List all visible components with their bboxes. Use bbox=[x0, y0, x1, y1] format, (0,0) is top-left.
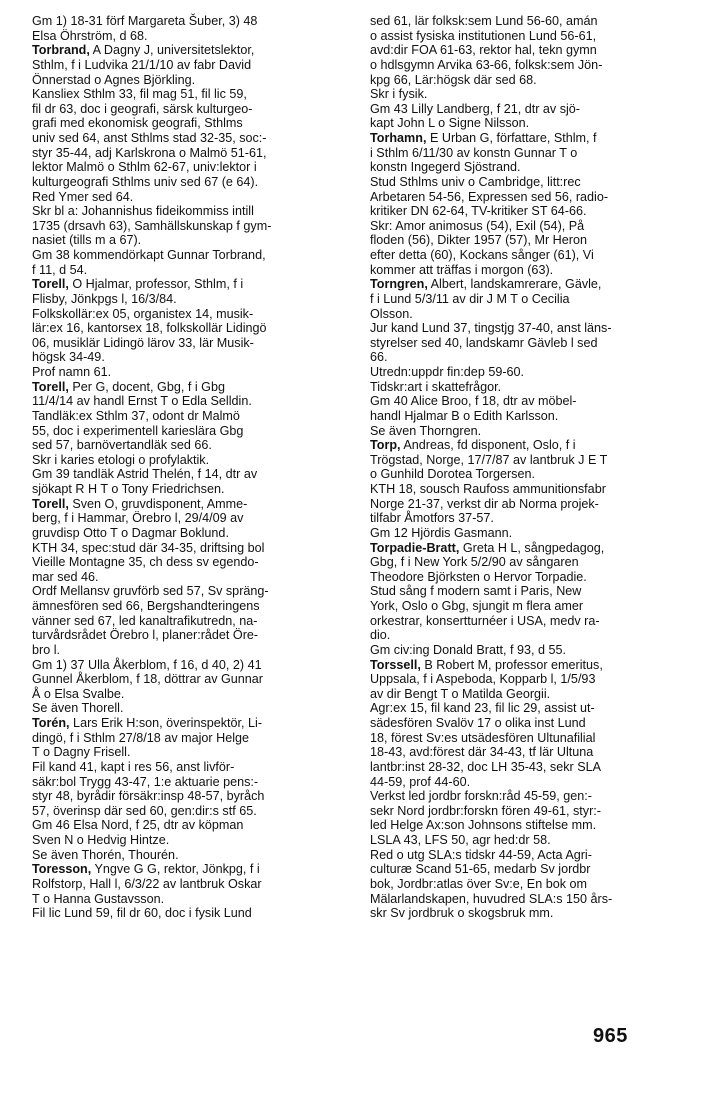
entry-line bbox=[370, 102, 640, 117]
entry-text: Rolfstorp, Hall l, 6/3/22 av lantbruk Oskar bbox=[32, 876, 262, 891]
entry-line bbox=[370, 906, 640, 921]
entry-line bbox=[32, 43, 348, 58]
entry-text: f 11, d 54. bbox=[32, 262, 88, 277]
entry-surname: Torbrand, bbox=[32, 43, 90, 58]
entry-text: grafi med ekonomisk geografi, Sthlms bbox=[32, 116, 243, 131]
entry-line bbox=[32, 731, 348, 746]
entry-line bbox=[370, 160, 640, 175]
entry-line bbox=[370, 467, 640, 482]
entry-text: i Sthlm 6/11/30 av konstn Gunnar T o bbox=[370, 145, 578, 160]
entry-text: lär:ex 16, kantorsex 18, folkskollär Lidingö bbox=[32, 321, 267, 336]
biography-entry bbox=[32, 14, 348, 43]
entry-line bbox=[32, 233, 348, 248]
entry-line bbox=[370, 29, 640, 44]
entry-text: Folkskollär:ex 05, organistex 14, musik- bbox=[32, 306, 254, 321]
entry-surname: Toresson, bbox=[32, 862, 92, 877]
entry-line bbox=[32, 190, 348, 205]
entry-line bbox=[370, 321, 640, 336]
entry-surname: Torén, bbox=[32, 716, 70, 730]
entry-line bbox=[370, 599, 640, 614]
biography-entry bbox=[370, 277, 640, 438]
biography-entry bbox=[32, 43, 348, 277]
entry-line bbox=[32, 87, 348, 102]
entry-text: kommer att träffas i morgon (63). bbox=[370, 262, 554, 277]
entry-text: Mälarlandskapen, huvudred SLA:s 150 års- bbox=[370, 891, 613, 906]
entry-text: orkestrar, konsertturnéer i USA, medv ra- bbox=[370, 613, 600, 628]
entry-text: T o Dagny Frisell. bbox=[32, 745, 131, 760]
entry-line bbox=[32, 424, 348, 439]
entry-text: kulturgeografi Sthlms univ sed 67 (e 64). bbox=[32, 174, 259, 189]
entry-line bbox=[32, 453, 348, 468]
entry-line bbox=[32, 321, 348, 336]
entry-text: bok, Jordbr:atlas över Sv:e, En bok om bbox=[370, 876, 587, 891]
entry-text: styrelser sed 40, landskamr Gävleb l sed bbox=[370, 335, 598, 350]
entry-line bbox=[32, 862, 348, 877]
entry-text: Albert, landskamrerare, Gävle, bbox=[427, 277, 602, 292]
entry-text: tilfabr Åmotfors 37-57. bbox=[370, 511, 494, 526]
entry-line bbox=[32, 643, 348, 658]
entry-text: dio. bbox=[370, 628, 391, 643]
entry-text: Trögstad, Norge, 17/7/87 av lantbruk J E T bbox=[370, 452, 608, 467]
entry-line bbox=[32, 599, 348, 614]
entry-text: Arbetaren 54-56, Expressen sed 56, radio- bbox=[370, 189, 609, 204]
entry-text: E Urban G, författare, Sthlm, f bbox=[426, 131, 597, 145]
entry-text: Elsa Öhrström, d 68. bbox=[32, 28, 148, 43]
entry-line bbox=[32, 146, 348, 161]
entry-line bbox=[370, 453, 640, 468]
entry-text: nasiet (tills m a 67). bbox=[32, 233, 142, 248]
biography-entry bbox=[370, 658, 640, 921]
entry-text: konstn Ingegerd Sjöstrand. bbox=[370, 160, 521, 175]
entry-text: kapt John L o Signe Nilsson. bbox=[370, 116, 530, 131]
entry-text: Vieille Montagne 35, ch dess sv egendo- bbox=[32, 555, 259, 570]
entry-text: Agr:ex 15, fil kand 23, fil lic 29, assist ut- bbox=[370, 701, 595, 716]
entry-surname: Torell, bbox=[32, 277, 69, 292]
entry-line bbox=[370, 775, 640, 790]
entry-line bbox=[370, 789, 640, 804]
entry-text: O Hjalmar, professor, Sthlm, f i bbox=[68, 277, 244, 292]
entry-line bbox=[370, 862, 640, 877]
entry-line bbox=[370, 277, 640, 292]
entry-text: Red Ymer sed 64. bbox=[32, 189, 134, 204]
entry-line bbox=[370, 365, 640, 380]
entry-line bbox=[370, 58, 640, 73]
entry-line bbox=[32, 658, 348, 673]
entry-text: Gm 12 Hjördis Gasmann. bbox=[370, 525, 513, 540]
left-column bbox=[32, 14, 348, 921]
entry-text: 18-43, avd:förest där 34-43, tf lär Ultuna bbox=[370, 745, 594, 760]
entry-text: Norge 21-37, verkst dir ab Norma projek- bbox=[370, 496, 599, 511]
entry-text: Gm 46 Elsa Nord, f 25, dtr av köpman bbox=[32, 818, 244, 833]
entry-line bbox=[370, 292, 640, 307]
entry-line bbox=[32, 248, 348, 263]
entry-text: gruvdisp Otto T o Dagmar Boklund. bbox=[32, 525, 229, 540]
entry-text: kpg 66, Lär:högsk där sed 68. bbox=[370, 72, 537, 87]
entry-line bbox=[370, 219, 640, 234]
entry-text: T o Hanna Gustavsson. bbox=[32, 891, 165, 906]
entry-text: kritiker DN 62-64, TV-kritiker ST 64-66. bbox=[370, 204, 587, 219]
entry-surname: Torell, bbox=[32, 496, 69, 511]
entry-line bbox=[32, 438, 348, 453]
entry-line bbox=[370, 307, 640, 322]
entry-line bbox=[370, 380, 640, 395]
entry-line bbox=[32, 906, 348, 921]
entry-text: Skr i fysik. bbox=[370, 87, 428, 102]
entry-line bbox=[32, 804, 348, 819]
entry-text: Lars Erik H:son, överinspektör, Li- bbox=[69, 716, 263, 730]
entry-text: Theodore Björksten o Hervor Torpadie. bbox=[370, 569, 587, 584]
entry-text: berg, f i Hammar, Örebro l, 29/4/09 av bbox=[32, 511, 244, 526]
entry-line bbox=[32, 584, 348, 599]
entry-line bbox=[32, 701, 348, 716]
entry-text: KTH 34, spec:stud där 34-35, driftsing bol bbox=[32, 540, 265, 555]
entry-line bbox=[370, 409, 640, 424]
entry-line bbox=[370, 14, 640, 29]
entry-line bbox=[370, 233, 640, 248]
page-number: 965 bbox=[593, 1025, 628, 1047]
entry-text: Sven N o Hedvig Hintze. bbox=[32, 833, 170, 847]
entry-text: säkr:bol Trygg 43-47, 1:e aktuarie pens:- bbox=[32, 774, 259, 789]
entry-text: Sven O, gruvdisponent, Amme- bbox=[68, 496, 248, 511]
entry-text: skr Sv jordbruk o skogsbruk mm. bbox=[370, 906, 554, 921]
entry-line bbox=[32, 467, 348, 482]
entry-line bbox=[370, 350, 640, 365]
entry-line bbox=[370, 146, 640, 161]
entry-line bbox=[32, 160, 348, 175]
entry-text: York, Oslo o Gbg, sjungit m flera amer bbox=[370, 599, 584, 613]
entry-line bbox=[370, 526, 640, 541]
entry-line bbox=[32, 394, 348, 409]
entry-text: Gm 38 kommendörkapt Gunnar Torbrand, bbox=[32, 248, 266, 262]
entry-text: Tidskr:art i skattefrågor. bbox=[370, 379, 502, 394]
entry-line bbox=[370, 43, 640, 58]
entry-line bbox=[370, 555, 640, 570]
entry-text: floden (56), Dikter 1957 (57), Mr Heron bbox=[370, 233, 587, 248]
entry-text: Andreas, fd disponent, Oslo, f i bbox=[400, 438, 576, 453]
entry-text: Gm 40 Alice Broo, f 18, dtr av möbel- bbox=[370, 394, 577, 409]
entry-text: univ sed 64, anst Sthlms stad 32-35, soc:- bbox=[32, 131, 267, 145]
entry-text: mar sed 46. bbox=[32, 569, 99, 584]
entry-line bbox=[32, 541, 348, 556]
entry-text: avd:dir FOA 61-63, rektor hal, tekn gymn bbox=[370, 43, 597, 58]
biography-entry bbox=[32, 716, 348, 862]
entry-text: sjökapt R H T o Tony Friedrichsen. bbox=[32, 482, 225, 496]
entry-line bbox=[370, 131, 640, 146]
biography-entry bbox=[370, 438, 640, 540]
entry-line bbox=[32, 497, 348, 512]
entry-line bbox=[370, 87, 640, 102]
biography-entry bbox=[32, 277, 348, 379]
entry-text: fil dr 63, doc i geografi, särsk kulturgeo- bbox=[32, 101, 253, 116]
entry-line bbox=[32, 628, 348, 643]
entry-line bbox=[32, 116, 348, 131]
entry-line bbox=[370, 672, 640, 687]
biography-entry bbox=[32, 497, 348, 716]
entry-line bbox=[370, 541, 640, 556]
entry-text: B Robert M, professor emeritus, bbox=[420, 657, 603, 672]
entry-surname: Torpadie-Bratt, bbox=[370, 540, 460, 555]
entry-line bbox=[370, 643, 640, 658]
entry-text: 11/4/14 av handl Ernst T o Edla Selldin. bbox=[32, 394, 252, 409]
entry-line bbox=[370, 248, 640, 263]
entry-line bbox=[32, 29, 348, 44]
entry-text: Fil kand 41, kapt i res 56, anst livför- bbox=[32, 759, 235, 774]
entry-line bbox=[32, 555, 348, 570]
entry-line bbox=[370, 731, 640, 746]
entry-line bbox=[370, 204, 640, 219]
entry-line bbox=[32, 175, 348, 190]
entry-line bbox=[370, 438, 640, 453]
entry-text: handl Hjalmar B o Edith Karlsson. bbox=[370, 408, 559, 423]
entry-line bbox=[370, 701, 640, 716]
entry-line bbox=[32, 526, 348, 541]
entry-text: Gm civ:ing Donald Bratt, f 93, d 55. bbox=[370, 642, 566, 657]
entry-line bbox=[32, 14, 348, 29]
entry-text: culturæ Scand 51-65, medarb Sv jordbr bbox=[370, 862, 591, 877]
entry-text: 18, förest Sv:es utsädesfören Ultunafilial bbox=[370, 730, 596, 745]
entry-line bbox=[370, 628, 640, 643]
entry-text: Stud Sthlms univ o Cambridge, litt:rec bbox=[370, 174, 581, 189]
entry-text: lektor Malmö o Sthlm 62-67, univ:lektor i bbox=[32, 160, 257, 175]
entry-text: Se även Thorngren. bbox=[370, 423, 482, 438]
entry-line bbox=[370, 190, 640, 205]
entry-text: ämnesfören sed 66, Bergshandteringens bbox=[32, 599, 260, 613]
entry-text: styr 35-44, adj Karlskrona o Malmö 51-61, bbox=[32, 145, 267, 160]
entry-line bbox=[370, 804, 640, 819]
entry-text: 06, musiklär Lidingö lärov 33, lär Musik- bbox=[32, 335, 254, 350]
entry-text: Gm 43 Lilly Landberg, f 21, dtr av sjö- bbox=[370, 101, 580, 116]
entry-line bbox=[370, 394, 640, 409]
entry-line bbox=[370, 658, 640, 673]
entry-line bbox=[32, 760, 348, 775]
entry-text: f i Lund 5/3/11 av dir J M T o Cecilia bbox=[370, 291, 570, 306]
entry-text: Per G, docent, Gbg, f i Gbg bbox=[68, 379, 225, 394]
entry-text: Fil lic Lund 59, fil dr 60, doc i fysik Lund bbox=[32, 906, 252, 921]
entry-line bbox=[32, 482, 348, 497]
entry-line bbox=[370, 511, 640, 526]
entry-line bbox=[370, 848, 640, 863]
entry-text: Skr i karies etologi o profylaktik. bbox=[32, 452, 210, 467]
entry-text: o hdlsgymn Arvika 63-66, folksk:sem Jön- bbox=[370, 57, 603, 72]
entry-text: bro l. bbox=[32, 642, 60, 657]
entry-text: Tandläk:ex Sthlm 37, odont dr Malmö bbox=[32, 408, 240, 423]
entry-line bbox=[32, 877, 348, 892]
entry-text: dingö, f i Sthlm 27/8/18 av major Helge bbox=[32, 730, 250, 745]
entry-text: styr 48, byrådir försäkr:insp 48-57, byråch bbox=[32, 789, 265, 804]
entry-line bbox=[32, 511, 348, 526]
entry-line bbox=[370, 570, 640, 585]
entry-line bbox=[32, 102, 348, 117]
entry-line bbox=[370, 716, 640, 731]
entry-line bbox=[32, 687, 348, 702]
entry-line bbox=[370, 745, 640, 760]
entry-text: högsk 34-49. bbox=[32, 350, 105, 365]
entry-text: sed 61, lär folksk:sem Lund 56-60, amán bbox=[370, 14, 598, 28]
entry-line bbox=[32, 614, 348, 629]
entry-line bbox=[370, 497, 640, 512]
biography-entry bbox=[32, 862, 348, 921]
entry-line bbox=[32, 892, 348, 907]
entry-text: 44-59, prof 44-60. bbox=[370, 774, 471, 789]
entry-surname: Torp, bbox=[370, 438, 401, 453]
entry-line bbox=[370, 336, 640, 351]
entry-line bbox=[32, 365, 348, 380]
entry-line bbox=[32, 848, 348, 863]
entry-text: Gm 1) 18-31 förf Margareta Šuber, 3) 48 bbox=[32, 14, 258, 28]
entry-text: Verkst led jordbr forskn:råd 45-59, gen:- bbox=[370, 789, 592, 804]
entry-text: Utredn:uppdr fin:dep 59-60. bbox=[370, 365, 525, 379]
entry-line bbox=[32, 292, 348, 307]
entry-text: Greta H L, sångpedagog, bbox=[459, 540, 605, 555]
entry-line bbox=[32, 307, 348, 322]
entry-text: Flisby, Jönkpgs l, 16/3/84. bbox=[32, 291, 177, 306]
entry-text: Gbg, f i New York 5/2/90 av sångaren bbox=[370, 555, 579, 570]
entry-line bbox=[32, 570, 348, 585]
entry-line bbox=[370, 877, 640, 892]
entry-line bbox=[370, 424, 640, 439]
entry-text: Prof namn 61. bbox=[32, 365, 112, 379]
entry-text: Yngve G G, rektor, Jönkpg, f i bbox=[91, 862, 260, 877]
entry-line bbox=[32, 131, 348, 146]
entry-line bbox=[32, 672, 348, 687]
entry-line bbox=[32, 263, 348, 278]
entry-line bbox=[370, 482, 640, 497]
entry-text: Se även Thorell. bbox=[32, 701, 124, 716]
entry-line bbox=[370, 818, 640, 833]
entry-text: Skr: Amor animosus (54), Exil (54), På bbox=[370, 218, 585, 233]
entry-surname: Torell, bbox=[32, 379, 69, 394]
entry-line bbox=[32, 58, 348, 73]
entry-line bbox=[32, 745, 348, 760]
entry-line bbox=[32, 219, 348, 234]
entry-text: Gm 39 tandläk Astrid Thelén, f 14, dtr av bbox=[32, 467, 258, 482]
entry-line bbox=[370, 175, 640, 190]
entry-line bbox=[32, 775, 348, 790]
entry-text: 1735 (drsavh 63), Samhällskunskap f gym- bbox=[32, 218, 272, 233]
entry-line bbox=[32, 380, 348, 395]
entry-line bbox=[370, 584, 640, 599]
entry-text: Skr bl a: Johannishus fideikommiss intill bbox=[32, 204, 254, 219]
biography-entry bbox=[370, 541, 640, 658]
entry-surname: Torssell, bbox=[370, 657, 421, 672]
entry-line bbox=[370, 760, 640, 775]
entry-text: o assist fysiska institutionen Lund 56-61, bbox=[370, 28, 597, 43]
entry-line bbox=[370, 892, 640, 907]
biography-entry bbox=[370, 131, 640, 277]
entry-text: Olsson. bbox=[370, 306, 413, 321]
entry-text: turvårdsrådet Örebro l, planer:rådet Öre- bbox=[32, 628, 259, 643]
entry-text: Gunnel Åkerblom, f 18, döttrar av Gunnar bbox=[32, 672, 264, 687]
entry-surname: Torngren, bbox=[370, 277, 428, 292]
entry-text: LSLA 43, LFS 50, agr hed:dr 58. bbox=[370, 833, 551, 847]
entry-line bbox=[370, 614, 640, 629]
entry-text: Red o utg SLA:s tidskr 44-59, Acta Agri- bbox=[370, 847, 592, 862]
entry-text: o Gunhild Dorotea Torgersen. bbox=[370, 467, 535, 482]
entry-line bbox=[370, 833, 640, 848]
entry-line bbox=[32, 277, 348, 292]
entry-text: Gm 1) 37 Ulla Åkerblom, f 16, d 40, 2) 41 bbox=[32, 657, 262, 672]
entry-text: Se även Thorén, Thourén. bbox=[32, 847, 179, 862]
entry-line bbox=[32, 73, 348, 88]
entry-text: Sthlm, f i Ludvika 21/1/10 av fabr David bbox=[32, 57, 252, 72]
entry-text: KTH 18, sousch Raufoss ammunitionsfabr bbox=[370, 482, 606, 496]
entry-text: Önnerstad o Agnes Björkling. bbox=[32, 72, 196, 87]
entry-text: vänner sed 67, led kanaltrafikutredn, na- bbox=[32, 613, 258, 628]
entry-text: Å o Elsa Svalbe. bbox=[32, 686, 125, 701]
entry-line bbox=[32, 833, 348, 848]
entry-text: av dir Bengt T o Matilda Georgii. bbox=[370, 686, 551, 701]
entry-text: 57, överinsp där sed 60, gen:dir:s stf 65. bbox=[32, 803, 257, 818]
entry-text: efter detta (60), Kockans sånger (61), Vi bbox=[370, 248, 594, 262]
entry-text: Ordf Mellansv gruvförb sed 57, Sv spräng- bbox=[32, 584, 269, 599]
entry-line bbox=[370, 687, 640, 702]
entry-surname: Torhamn, bbox=[370, 131, 427, 145]
entry-line bbox=[32, 204, 348, 219]
entry-text: led Helge Ax:son Johnsons stiftelse mm. bbox=[370, 818, 597, 833]
entry-text: 55, doc i experimentell karieslära Gbg bbox=[32, 423, 244, 438]
entry-text: lantbr:inst 28-32, doc LH 35-43, sekr SLA bbox=[370, 759, 602, 774]
biography-entry bbox=[32, 380, 348, 497]
entry-text: sekr Nord jordbr:forskn fören 49-61, styr:- bbox=[370, 803, 601, 818]
entry-line bbox=[32, 789, 348, 804]
entry-text: Stud sång f modern samt i Paris, New bbox=[370, 584, 582, 599]
entry-text: sädesfören Svalöv 17 o olika inst Lund bbox=[370, 716, 586, 730]
entry-line bbox=[370, 263, 640, 278]
entry-text: 66. bbox=[370, 350, 388, 365]
entry-text: Kansliex Sthlm 33, fil mag 51, fil lic 59, bbox=[32, 87, 247, 102]
entry-line bbox=[370, 73, 640, 88]
entry-line bbox=[32, 716, 348, 731]
entry-text: Jur kand Lund 37, tingstjg 37-40, anst läns- bbox=[370, 321, 612, 336]
entry-line bbox=[32, 350, 348, 365]
right-column bbox=[370, 14, 640, 921]
biography-entry bbox=[370, 14, 640, 131]
entry-text: A Dagny J, universitetslektor, bbox=[89, 43, 255, 58]
entry-text: sed 57, barnövertandläk sed 66. bbox=[32, 438, 212, 453]
entry-line bbox=[32, 409, 348, 424]
entry-text: Uppsala, f i Aspeboda, Kopparb l, 1/5/93 bbox=[370, 672, 596, 687]
entry-line bbox=[32, 818, 348, 833]
entry-line bbox=[370, 116, 640, 131]
entry-line bbox=[32, 336, 348, 351]
